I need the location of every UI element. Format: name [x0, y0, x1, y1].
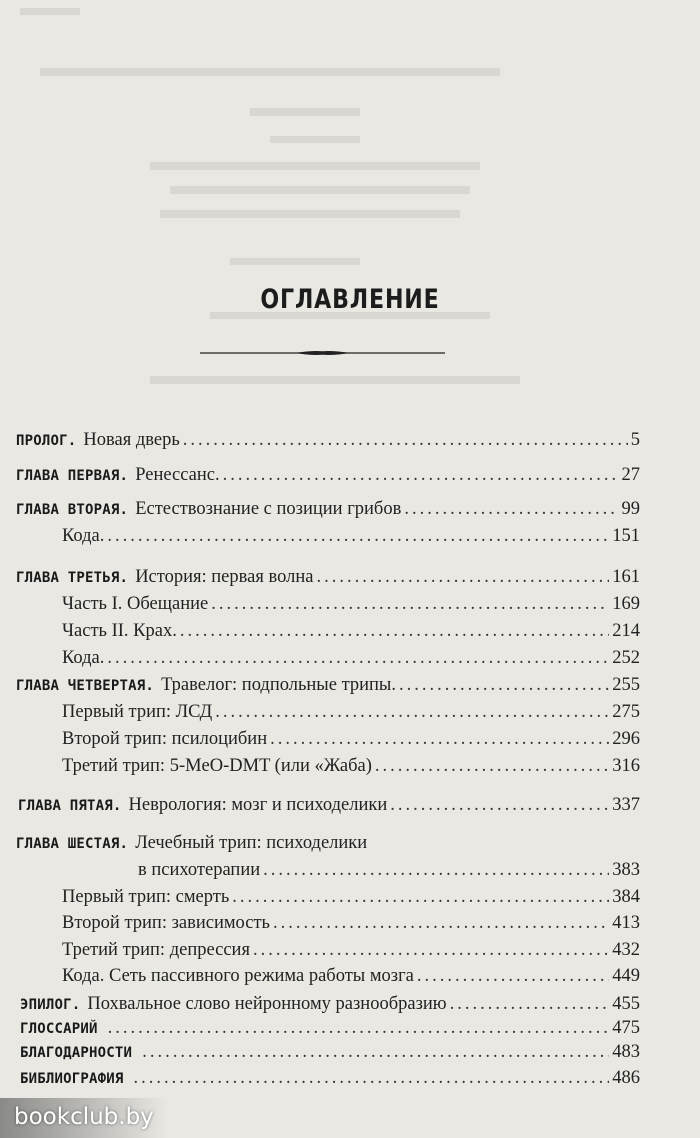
toc-page-number: 252	[612, 648, 640, 668]
toc-page-number: 151	[612, 526, 640, 546]
toc-page-number: 384	[612, 887, 640, 907]
toc-entry-text: Первый трип: ЛСД	[62, 702, 213, 722]
toc-entry-label: БИБЛИОГРАФИЯ	[20, 1071, 124, 1087]
toc-entry	[62, 964, 640, 988]
toc-entry-text: Часть I. Обещание	[62, 594, 209, 614]
toc-entry-text: Лечебный трип: психоделики	[135, 833, 368, 853]
toc-page-number: 432	[612, 940, 640, 960]
toc-entry-label: ГЛАВА ВТОРАЯ.	[16, 502, 129, 518]
toc-entry-label: ГЛАВА ТРЕТЬЯ.	[16, 570, 129, 586]
toc-leader-dots	[270, 727, 609, 751]
toc-entry	[20, 1016, 640, 1040]
toc-entry	[62, 727, 640, 751]
toc-entry-text: Похвальное слово нейронному разнообразию	[87, 994, 447, 1014]
toc-entry	[62, 592, 640, 616]
toc-entry-text: Второй трип: псилоцибин	[62, 729, 268, 749]
toc-leader-dots	[180, 619, 609, 643]
toc-entry-label: БЛАГОДАРНОСТИ	[20, 1045, 133, 1061]
toc-leader-dots	[134, 1066, 610, 1090]
toc-leader-dots	[417, 964, 609, 988]
toc-entry-label: ПРОЛОГ.	[16, 433, 77, 449]
toc-page-number: 455	[612, 994, 640, 1014]
toc-page-number: 255	[612, 675, 640, 695]
toc-entry	[62, 700, 640, 724]
toc-leader-dots	[183, 428, 628, 452]
toc-entry-text: Третий трип: 5-MeO-DMT (или «Жаба)	[62, 756, 372, 776]
toc-entry-label: ГЛАВА ПЕРВАЯ.	[16, 468, 129, 484]
show-through-texture	[0, 0, 700, 400]
toc-page-number: 383	[612, 860, 640, 880]
toc-entry-text: Кода.	[62, 526, 105, 546]
toc-page-number: 27	[621, 465, 640, 485]
toc-leader-dots	[399, 673, 609, 697]
toc-leader-dots	[450, 992, 610, 1016]
toc-leader-dots	[316, 565, 609, 589]
toc-entry	[62, 885, 640, 909]
toc-page-number: 214	[612, 621, 640, 641]
toc-page-number: 5	[630, 430, 640, 450]
watermark-logo: bookclub.by	[0, 1098, 168, 1138]
toc-page-number: 475	[612, 1018, 640, 1038]
toc-entry	[62, 938, 640, 962]
toc-entry-text: Естествознание с позиции грибов	[135, 499, 402, 519]
toc-leader-dots	[390, 793, 609, 817]
toc-entry	[20, 992, 640, 1016]
toc-entry	[16, 463, 640, 487]
toc-leader-dots	[107, 524, 609, 548]
toc-entry	[62, 619, 640, 643]
toc-page-number: 161	[612, 567, 640, 587]
toc-leader-dots	[108, 1016, 610, 1040]
toc-entry-label: ГЛАВА ШЕСТАЯ.	[16, 836, 129, 852]
toc-page-number: 275	[612, 702, 640, 722]
toc-leader-dots	[211, 592, 609, 616]
toc-entry-text: История: первая волна	[135, 567, 314, 587]
toc-entry-label: ГЛОССАРИЙ	[20, 1021, 98, 1037]
toc-leader-dots	[215, 700, 609, 724]
toc-entry-label: ГЛАВА ПЯТАЯ.	[18, 798, 122, 814]
toc-entry-text: Неврология: мозг и психоделики	[128, 795, 388, 815]
toc-entry	[20, 1066, 640, 1090]
toc-page-number: 483	[612, 1042, 640, 1062]
toc-leader-dots	[232, 885, 609, 909]
toc-leader-dots	[263, 858, 609, 882]
toc-entry	[62, 911, 640, 935]
toc-page-number: 486	[612, 1068, 640, 1088]
toc-page-number: 316	[612, 756, 640, 776]
toc-leader-dots	[107, 646, 609, 670]
toc-page-number: 99	[621, 499, 640, 519]
toc-entry	[62, 754, 640, 778]
toc-page-number: 449	[612, 966, 640, 986]
toc-entry	[16, 673, 640, 697]
toc-title: ОГЛАВЛЕНИЕ	[260, 284, 440, 315]
toc-page-number: 296	[612, 729, 640, 749]
toc-leader-dots	[223, 463, 619, 487]
toc-leader-dots	[404, 497, 618, 521]
toc-entry	[62, 646, 640, 670]
toc-entry-text: Ренессанс.	[135, 465, 220, 485]
toc-entry-text: Кода.	[62, 648, 105, 668]
toc-entry	[20, 1040, 640, 1064]
toc-page-number: 413	[612, 913, 640, 933]
toc-entry-text: Новая дверь	[83, 430, 180, 450]
toc-leader-dots	[375, 754, 609, 778]
toc-leader-dots	[273, 911, 609, 935]
toc-leader-dots	[253, 938, 609, 962]
toc-entry-text: Кода. Сеть пассивного режима работы мозга	[62, 966, 414, 986]
toc-entry	[16, 831, 640, 855]
toc-entry-text: Часть II. Крах.	[62, 621, 177, 641]
toc-entry-text: в психотерапии	[138, 860, 261, 880]
toc-entry	[16, 428, 640, 452]
toc-entry	[16, 497, 640, 521]
toc-entry	[18, 793, 640, 817]
toc-entry-label: ЭПИЛОГ.	[20, 997, 81, 1013]
toc-entry-label: ГЛАВА ЧЕТВЕРТАЯ.	[16, 678, 155, 694]
toc-entry	[62, 524, 640, 548]
toc-entry	[16, 565, 640, 589]
toc-leader-dots	[142, 1040, 609, 1064]
toc-page-number: 337	[612, 795, 640, 815]
toc-entry-text: Первый трип: смерть	[62, 887, 230, 907]
toc-entry-text: Второй трип: зависимость	[62, 913, 270, 933]
toc-entry-text: Третий трип: депрессия	[62, 940, 250, 960]
toc-page-number: 169	[612, 594, 640, 614]
toc-entry	[138, 858, 640, 882]
toc-entry-text: Травелог: подпольные трипы.	[161, 675, 396, 695]
title-ornament	[200, 347, 445, 359]
